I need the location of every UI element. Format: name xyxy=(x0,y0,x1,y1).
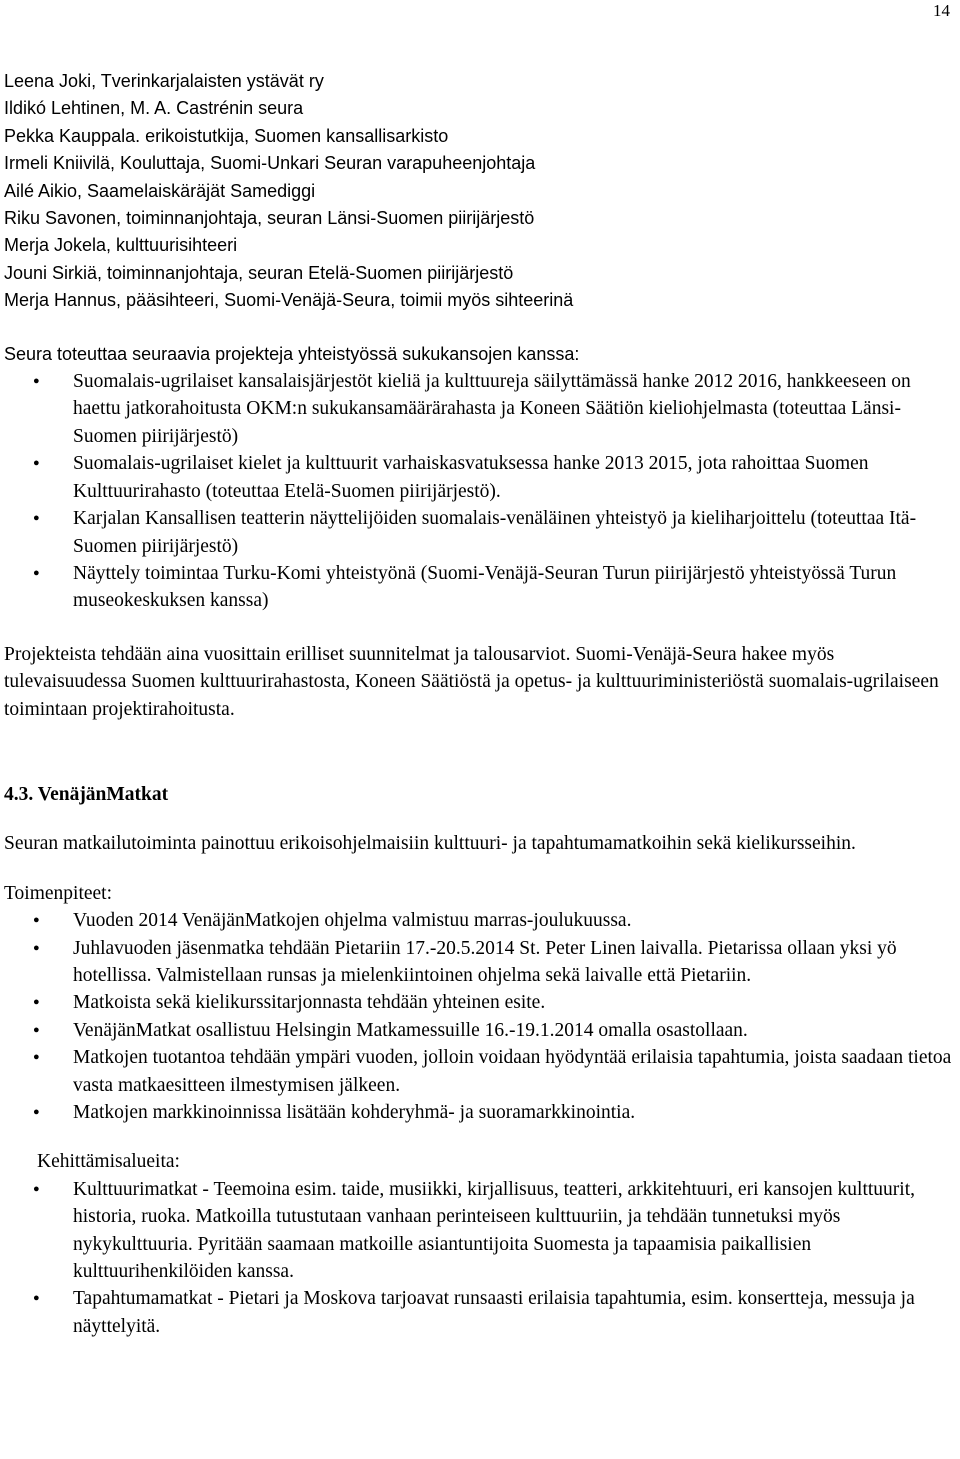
list-item: ● VenäjänMatkat osallistuu Helsingin Matkamessuille 16.-19.1.2014 omalla osastollaan. xyxy=(4,1017,952,1044)
list-item: ● Näyttely toimintaa Turku-Komi yhteistyönä (Suomi-Venäjä-Seuran Turun piirijärjestö yhteistyössä Turun museokeskuksen kanssa) xyxy=(4,560,952,615)
contact-list xyxy=(4,68,952,315)
list-item: ● Matkojen tuotantoa tehdään ympäri vuoden, jolloin voidaan hyödyntää erilaisia tapahtumia, joista saadaan tietoa vasta matkaesitteen ilmestymisen jälkeen. xyxy=(4,1044,952,1099)
measures-label: Toimenpiteet: xyxy=(4,882,113,904)
contact-line: Riku Savonen, toiminnanjohtaja, seuran Länsi-Suomen piirijärjestö xyxy=(4,208,535,229)
list-item: ● Vuoden 2014 VenäjänMatkojen ohjelma valmistuu marras-joulukuussa. xyxy=(4,907,952,934)
page-number: 14 xyxy=(933,1,950,20)
projects-intro: Seura toteuttaa seuraavia projekteja yhteistyössä sukukansojen kanssa: xyxy=(4,343,580,364)
section-intro: Seuran matkailutoiminta painottuu erikoisohjelmaisiin kulttuuri- ja tapahtumamatkoihin sekä kielikursseihin. xyxy=(4,833,856,855)
contact-line: Leena Joki, Tverinkarjalaisten ystävät ry xyxy=(4,71,324,91)
development-label: Kehittämisalueita: xyxy=(37,1151,180,1173)
list-item: ● Karjalan Kansallisen teatterin näyttelijöiden suomalais-venäläinen yhteistyö ja kieliharjoittelu (toteuttaa Itä-Suomen piirijärjestö) xyxy=(4,505,952,560)
list-item: ● Juhlavuoden jäsenmatka tehdään Pietariin 17.-20.5.2014 St. Peter Linen laivalla. Pietarissa ollaan yksi yö hotellissa. Valmistellaan runsas ja mielenkiintoinen ohjelma sekä laivalle että Pietariin. xyxy=(4,935,952,990)
contact-line: Ailé Aikio, Saamelaiskäräjät Samediggi xyxy=(4,180,316,201)
contact-line: Pekka Kauppala. erikoistutkija, Suomen kansallisarkisto xyxy=(4,125,449,146)
contact-line: Jouni Sirkiä, toiminnanjohtaja, seuran Etelä-Suomen piirijärjestö xyxy=(4,262,514,283)
contact-line: Merja Jokela, kulttuurisihteeri xyxy=(4,235,238,256)
projects-outro: Projekteista tehdään aina vuosittain erilliset suunnitelmat ja talousarviot. Suomi-Venäjä-Seura hakee myös tulevaisuudessa Suomen kulttuurirahastosta, Koneen Säätiöstä ja opetus- ja kulttuuriministeriöstä suomalais-ugrilaiseen toimintaan projektirahoitusta. xyxy=(4,643,939,720)
projects-list xyxy=(4,368,952,615)
measures-list xyxy=(4,907,952,1126)
document-body xyxy=(4,68,952,1340)
list-item: ● Matkojen markkinoinnissa lisätään kohderyhmä- ja suoramarkkinointia. xyxy=(4,1099,952,1126)
contact-line: Irmeli Kniivilä, Kouluttaja, Suomi-Unkari Seuran varapuheenjohtaja xyxy=(4,153,536,174)
list-item: ● Matkoista sekä kielikurssitarjonnasta tehdään yhteinen esite. xyxy=(4,989,952,1016)
list-item: ● Kulttuurimatkat - Teemoina esim. taide, musiikki, kirjallisuus, teatteri, arkkitehtuuri, eri kansojen kulttuurit, historia, ruoka. Matkoilla tutustutaan vanhaan perinteiseen kulttuuriin, ja tehdään tunnetuksi myös nykykulttuuria. Pyritään saamaan matkoille asiantuntijoita Suomesta ja tapaamisia paikallisien kulttuurihenkilöiden kanssa. xyxy=(4,1176,952,1286)
contact-line: Ildikó Lehtinen, M. A. Castrénin seura xyxy=(4,98,304,119)
development-list xyxy=(4,1176,952,1340)
list-item: ● Suomalais-ugrilaiset kielet ja kulttuurit varhaiskasvatuksessa hanke 2013 2015, jota rahoittaa Suomen Kulttuurirahasto (toteuttaa Etelä-Suomen piirijärjestö). xyxy=(4,450,952,505)
list-item: ● Tapahtumamatkat - Pietari ja Moskova tarjoavat runsaasti erilaisia tapahtumia, esim. konsertteja, messuja ja näyttelyitä. xyxy=(4,1285,952,1340)
list-item: ● Suomalais-ugrilaiset kansalaisjärjestöt kieliä ja kulttuureja säilyttämässä hanke 2012 2016, hankkeeseen on haettu jatkorahoitusta OKM:n sukukansamäärärahasta ja Koneen Säätiön kieliohjelmasta (toteuttaa Länsi-Suomen piirijärjestö) xyxy=(4,368,952,450)
contact-line: Merja Hannus, pääsihteeri, Suomi-Venäjä-Seura, toimii myös sihteerinä xyxy=(4,290,574,311)
section-heading: 4.3. VenäjänMatkat xyxy=(4,783,169,805)
